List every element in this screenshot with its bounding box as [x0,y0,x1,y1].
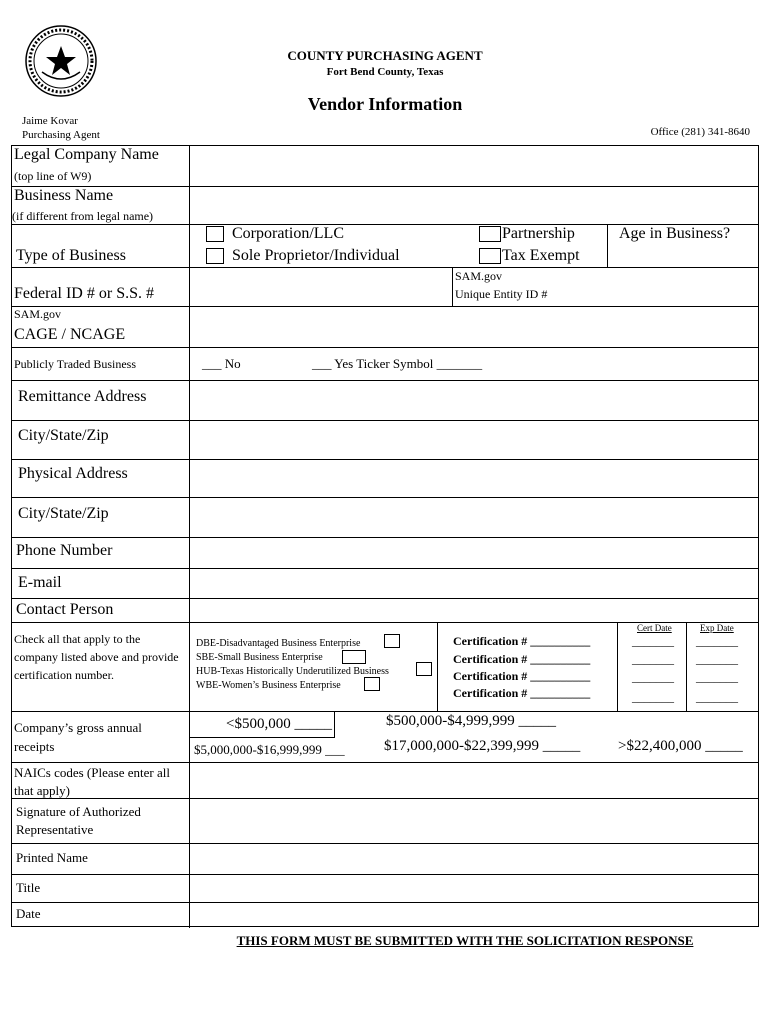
sole-proprietor-label: Sole Proprietor/Individual [232,247,400,264]
dbe-label: DBE-Disadvantaged Business Enterprise [196,638,361,649]
dbe-checkbox[interactable] [384,634,400,648]
agent-name: Jaime Kovar [22,115,78,127]
gross-option-2[interactable]: $500,000-$4,999,999 _____ [386,713,556,729]
cage-label: CAGE / NCAGE [14,326,126,343]
wbe-checkbox[interactable] [364,677,380,691]
certification-line[interactable]: Certification # __________ [453,686,591,700]
agency-title: COUNTY PURCHASING AGENT [287,48,483,63]
city-state-zip-label-1: City/State/Zip [18,427,109,444]
date-label: Date [16,906,41,921]
exp-date-field[interactable]: _______ [696,652,738,666]
partnership-label: Partnership [502,225,575,242]
contact-person-label: Contact Person [16,601,114,618]
type-of-business-label: Type of Business [16,247,126,264]
publicly-traded-yes[interactable]: ___ Yes Ticker Symbol _______ [312,356,483,371]
sam-cage-label: SAM.gov [14,307,62,321]
cert-date-field[interactable]: _______ [632,634,674,648]
business-name-label: Business Name [14,187,114,204]
sole-proprietor-checkbox[interactable] [206,248,224,264]
office-phone: Office (281) 341-8640 [650,126,750,138]
printed-name-label: Printed Name [16,850,88,865]
legal-name-label: Legal Company Name [14,146,159,163]
exp-date-field[interactable]: _______ [696,690,738,704]
certification-instructions: Check all that apply to the company listed above and provide certification number. [14,632,179,682]
gross-option-3[interactable]: $5,000,000-$16,999,999 ___ [194,742,345,757]
sbe-checkbox[interactable] [342,650,366,664]
wbe-label: WBE-Women’s Business Enterprise [196,680,341,691]
uei-label: Unique Entity ID # [455,287,548,301]
exp-date-header: Exp Date [700,623,734,633]
cert-date-field[interactable]: _______ [632,690,674,704]
business-name-note: (if different from legal name) [12,209,154,223]
certification-line[interactable]: Certification # __________ [453,634,591,648]
certification-line[interactable]: Certification # __________ [453,652,591,666]
phone-number-label: Phone Number [16,542,113,559]
county-name: Fort Bend County, Texas [326,66,444,78]
vendor-form-table [11,145,759,927]
agent-title: Purchasing Agent [22,129,100,141]
corporation-checkbox[interactable] [206,226,224,242]
cert-date-header: Cert Date [637,623,672,633]
title-label: Title [16,880,41,895]
gross-receipts-label: Company’s gross annual receipts [14,720,142,754]
legal-name-note: (top line of W9) [14,169,92,183]
sam-uei-label: SAM.gov [455,269,503,283]
certification-line[interactable]: Certification # __________ [453,669,591,683]
hub-label: HUB-Texas Historically Underutilized Business [196,666,389,677]
publicly-traded-no[interactable]: ___ No [202,356,241,371]
naics-label: NAICs codes (Please enter all that apply) [14,765,170,798]
age-in-business-label: Age in Business? [619,225,731,242]
tax-exempt-label: Tax Exempt [502,247,580,264]
signature-label: Signature of Authorized Representative [16,804,141,837]
agent-info [22,114,100,142]
gross-option-5[interactable]: >$22,400,000 _____ [618,738,743,754]
corporation-label: Corporation/LLC [232,225,344,242]
email-label: E-mail [18,574,62,591]
gross-option-4[interactable]: $17,000,000-$22,399,999 _____ [384,738,581,754]
exp-date-field[interactable]: _______ [696,634,738,648]
hub-checkbox[interactable] [416,662,432,676]
sbe-label: SBE-Small Business Enterprise [196,652,323,663]
exp-date-field[interactable]: _______ [696,670,738,684]
gross-option-1[interactable]: <$500,000 _____ [226,716,332,732]
partnership-checkbox[interactable] [479,226,501,242]
tax-exempt-checkbox[interactable] [479,248,501,264]
cert-date-field[interactable]: _______ [632,670,674,684]
city-state-zip-label-2: City/State/Zip [18,505,109,522]
publicly-traded-label: Publicly Traded Business [14,357,137,371]
submission-notice: THIS FORM MUST BE SUBMITTED WITH THE SOLICITATION RESPONSE [236,933,694,948]
page-title: Vendor Information [307,94,463,114]
remittance-address-label: Remittance Address [18,388,147,405]
cert-date-field[interactable]: _______ [632,652,674,666]
federal-id-label: Federal ID # or S.S. # [14,285,154,302]
physical-address-label: Physical Address [18,465,128,482]
